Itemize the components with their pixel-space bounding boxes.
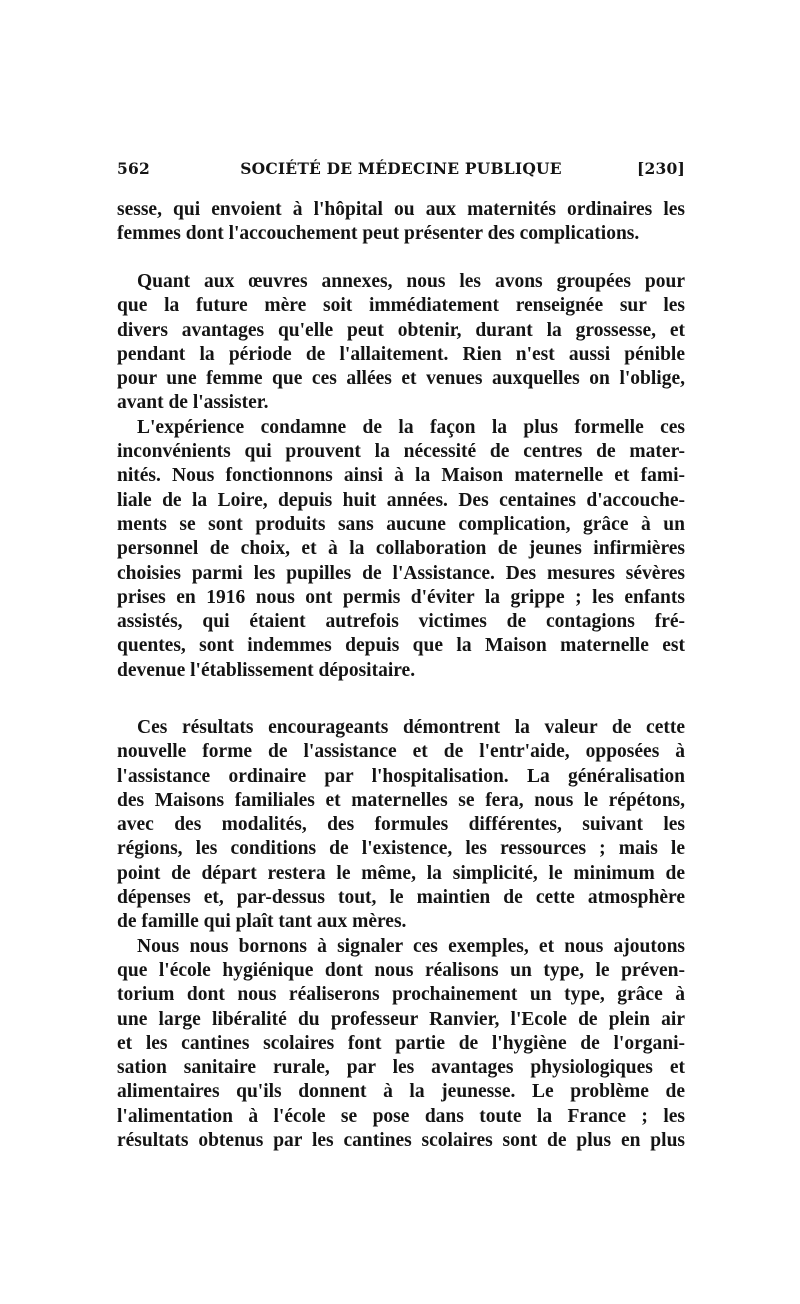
text-line: une large libéralité du professeur Ranvier, l'Ecole de plein air <box>117 1008 685 1030</box>
text-line: quentes, sont indemmes depuis que la Maison maternelle est <box>117 635 685 657</box>
running-header <box>117 159 685 183</box>
text-line: et les cantines scolaires font partie de l'hygiène de l'organi- <box>117 1032 685 1054</box>
text-line: ments se sont produits sans aucune complication, grâce à un <box>117 513 685 535</box>
paragraph-results <box>117 716 685 1153</box>
text-line: régions, les conditions de l'existence, les ressources ; mais le <box>117 838 685 860</box>
text-line: sation sanitaire rurale, par les avantages physiologiques et <box>117 1057 685 1079</box>
text-line: Ces résultats encourageants démontrent la valeur de cette <box>137 717 685 738</box>
paragraph-annexes <box>117 270 685 683</box>
text-line: personnel de choix, et à la collaboration de jeunes infirmières <box>117 538 685 560</box>
text-line: point de départ restera le même, la simplicité, le minimum de <box>117 862 685 884</box>
text-line: Quant aux œuvres annexes, nous les avons groupées pour <box>137 271 685 292</box>
text-line: nouvelle forme de l'assistance et de l'entr'aide, opposées à <box>117 741 685 763</box>
text-line: des Maisons familiales et maternelles se fera, nous le répétons, <box>117 789 685 811</box>
text-line: l'assistance ordinaire par l'hospitalisation. La généralisation <box>117 765 685 787</box>
text-line: divers avantages qu'elle peut obtenir, durant la grossesse, et <box>117 319 685 341</box>
text-line: pour une femme que ces allées et venues auxquelles on l'oblige, <box>117 368 685 390</box>
text-line: pendant la période de l'allaitement. Rien n'est aussi pénible <box>117 343 685 365</box>
text-line: assistés, qui étaient autrefois victimes de contagions fré- <box>117 611 685 633</box>
text-line: torium dont nous réaliserons prochainement un type, grâce à <box>117 984 685 1006</box>
paragraph-continuation <box>117 198 685 247</box>
page-number: 562 <box>117 159 150 178</box>
text-line: dépenses et, par-dessus tout, le maintien de cette atmosphère <box>117 887 685 909</box>
text-line: inconvénients qui prouvent la nécessité de centres de mater- <box>117 441 685 463</box>
text-line: que l'école hygiénique dont nous réalisons un type, le préven- <box>117 959 685 981</box>
section-number: [230] <box>636 159 685 178</box>
text-line: femmes dont l'accouchement peut présenter des complications. <box>117 223 640 245</box>
text-line: liale de la Loire, depuis huit années. Des centaines d'accouche- <box>117 489 685 511</box>
text-line: nités. Nous fonctionnons ainsi à la Maison maternelle et fami- <box>117 465 685 487</box>
text-line: L'expérience condamne de la façon la plus formelle ces <box>137 416 685 438</box>
text-line: choisies parmi les pupilles de l'Assistance. Des mesures sévères <box>117 562 685 584</box>
text-line: que la future mère soit immédiatement renseignée sur les <box>117 295 685 317</box>
text-line: de famille qui plaît tant aux mères. <box>117 911 407 933</box>
text-line: sesse, qui envoient à l'hôpital ou aux maternités ordinaires les <box>117 199 685 220</box>
text-line: Nous nous bornons à signaler ces exemples, et nous ajoutons <box>137 935 685 957</box>
text-line: alimentaires qu'ils donnent à la jeunesse. Le problème de <box>117 1081 685 1103</box>
text-line: avant de l'assister. <box>117 392 269 414</box>
text-line: avec des modalités, des formules différentes, suivant les <box>117 814 685 836</box>
text-line: l'alimentation à l'école se pose dans toute la France ; les <box>117 1105 685 1127</box>
running-title: SOCIÉTÉ DE MÉDECINE PUBLIQUE <box>240 159 562 178</box>
text-line: prises en 1916 nous ont permis d'éviter la grippe ; les enfants <box>117 586 685 608</box>
text-line: devenue l'établissement dépositaire. <box>117 659 416 681</box>
text-line: résultats obtenus par les cantines scolaires sont de plus en plus <box>117 1130 685 1152</box>
